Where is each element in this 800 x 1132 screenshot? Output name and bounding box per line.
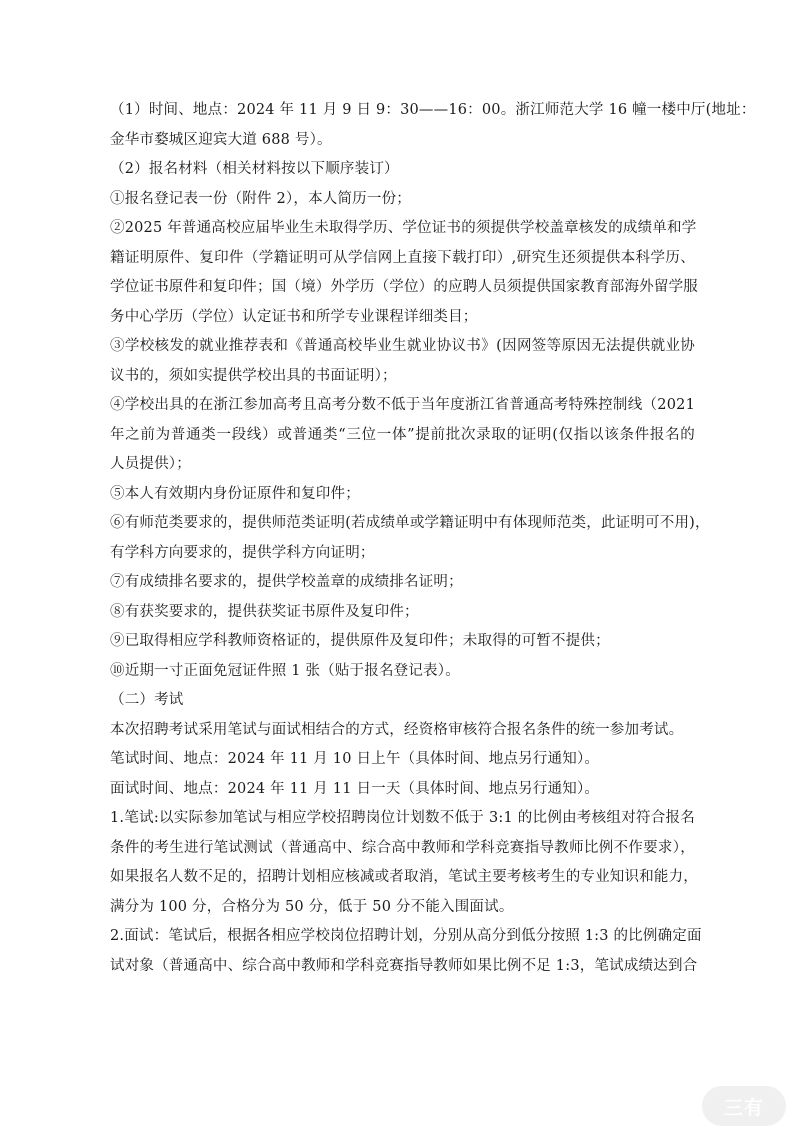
- text-line: 务中心学历（学位）认定证书和所学专业课程详细类目；: [110, 308, 478, 325]
- text-line: ⑩近期一寸正面免冠证件照 1 张（贴于报名登记表）。: [110, 662, 460, 679]
- watermark-label: 三有: [723, 1096, 764, 1119]
- text-line: （1）时间、地点：2024 年 11 月 9 日 9：30——16：00。浙江师范大学 16 幢一楼中厅(地址：: [110, 102, 756, 118]
- text-line: ⑨已取得相应学科教师资格证的，提供原件及复印件；未取得的可暂不提供；: [110, 633, 610, 649]
- document-body: [110, 96, 756, 981]
- text-line: 试对象（普通高中、综合高中教师和学科竞赛指导教师如果比例不足 1:3，笔试成绩达到合: [110, 957, 698, 974]
- text-line: 金华市婺城区迎宾大道 688 号）。: [110, 131, 332, 148]
- text-line: 人员提供）；: [110, 456, 191, 472]
- text-line: （2）报名材料（相关材料按以下顺序装订）: [110, 161, 399, 177]
- text-line: 1.笔试:以实际参加笔试与相应学校招聘岗位计划数不低于 3:1 的比例由考核组对符合报名: [110, 810, 695, 826]
- text-line: 本次招聘考试采用笔试与面试相结合的方式，经资格审核符合报名条件的统一参加考试。: [110, 721, 684, 738]
- watermark-logo: [702, 1086, 786, 1126]
- text-line: 面试时间、地点：2024 年 11 月 11 日一天（具体时间、地点另行通知）。: [110, 780, 600, 797]
- text-line: ④学校出具的在浙江参加高考且高考分数不低于当年度浙江省普通高考特殊控制线（2021: [110, 397, 695, 413]
- text-line: 2.面试：笔试后，根据各相应学校岗位招聘计划，分别从高分到低分按照 1:3 的比例确定面: [110, 928, 702, 944]
- text-line: ⑧有获奖要求的，提供获奖证书原件及复印件；: [110, 603, 419, 620]
- text-line: 笔试时间、地点：2024 年 11 月 10 日上午（具体时间、地点另行通知）。: [110, 751, 600, 767]
- text-line: 条件的考生进行笔试测试（普通高中、综合高中教师和学科竞赛指导教师比例不作要求），: [110, 839, 695, 856]
- text-line: ③学校核发的就业推荐表和《普通高校毕业生就业协议书》(因网签等原因无法提供就业协: [110, 338, 695, 354]
- text-line: ②2025 年普通高校应届毕业生未取得学历、学位证书的须提供学校盖章核发的成绩单和学: [110, 220, 697, 236]
- text-line: 如果报名人数不足的，招聘计划相应核减或者取消，笔试主要考核考生的专业知识和能力，: [110, 869, 698, 885]
- text-line: ⑤本人有效期内身份证原件和复印件；: [110, 485, 360, 502]
- text-line: 有学科方向要求的，提供学科方向证明；: [110, 544, 375, 561]
- text-line: 满分为 100 分，合格分为 50 分，低于 50 分不能入围面试。: [110, 898, 514, 915]
- text-line: ①报名登记表一份（附件 2），本人简历一份；: [110, 190, 411, 207]
- text-line: 年之前为普通类一段线）或普通类“三位一体”提前批次录取的证明(仅指以该条件报名的: [110, 426, 695, 443]
- text-line: 籍证明原件、复印件（学籍证明可从学信网上直接下载打印）,研究生还须提供本科学历、: [110, 249, 695, 266]
- text-line: ⑥有师范类要求的，提供师范类证明(若成绩单或学籍证明中有体现师范类，此证明可不用)，: [110, 515, 710, 531]
- text-line: 议书的，须如实提供学校出具的书面证明）；: [110, 367, 397, 384]
- text-line: （二）考试: [110, 692, 184, 708]
- text-line: 学位证书原件和复印件；国（境）外学历（学位）的应聘人员须提供国家教育部海外留学服: [110, 279, 698, 295]
- text-line: ⑦有成绩排名要求的，提供学校盖章的成绩排名证明；: [110, 574, 463, 590]
